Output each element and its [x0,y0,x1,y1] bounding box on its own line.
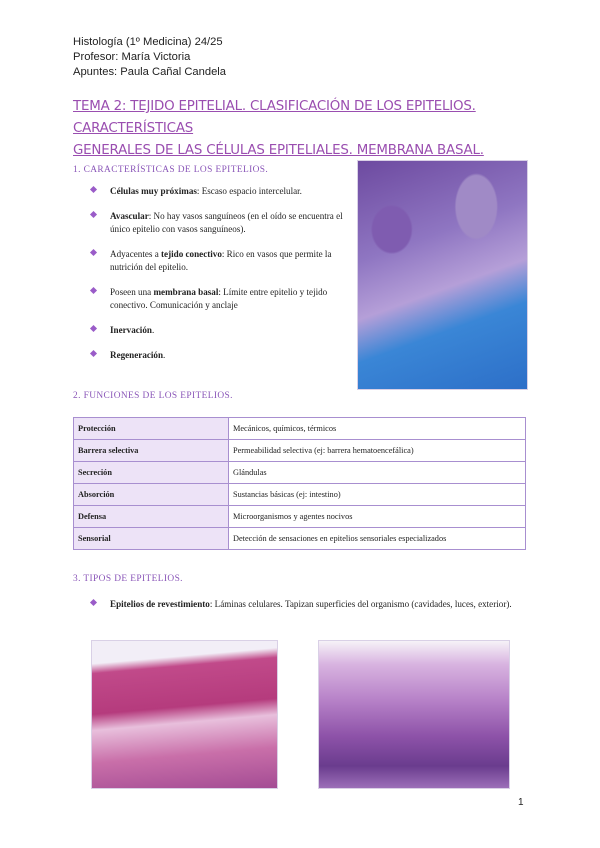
function-name-cell: Protección [74,418,229,440]
diamond-bullet-icon [90,599,97,606]
section-heading-functions: 2. FUNCIONES DE LOS EPITELIOS. [73,391,233,401]
list-item [90,286,348,312]
table-row [74,440,526,462]
diamond-bullet-icon [90,211,97,218]
function-desc-cell: Microorganismos y agentes nocivos [229,506,526,528]
diamond-bullet-icon [90,325,97,332]
item-term: Avascular [110,211,149,221]
diamond-bullet-icon [90,186,97,193]
function-name-cell: Barrera selectiva [74,440,229,462]
item-text: : Escaso espacio intercelular. [196,186,302,196]
item-text: . [163,350,166,360]
table-row [74,418,526,440]
epithelium-micrograph-image [357,160,528,390]
function-name-cell: Absorción [74,484,229,506]
professor-line: Profesor: María Victoria [73,51,191,63]
page-title [73,96,493,162]
stratified-epithelium-micrograph-image [318,640,510,789]
types-list [90,598,525,623]
item-text: : Rico en vasos que permite la nutrición del epitelio. [110,249,332,272]
item-prefix: Poseen una [110,287,154,297]
item-term: Regeneración [110,350,164,360]
course-line: Histología (1º Medicina) 24/25 [73,36,223,48]
function-desc-cell: Detección de sensaciones en epitelios sensoriales especializados [229,528,526,550]
function-desc-cell: Mecánicos, químicos, térmicos [229,418,526,440]
item-prefix: Adyacentes a [110,249,162,259]
item-text: : Láminas celulares. Tapizan superficies del organismo (cavidades, luces, exterior). [209,599,512,609]
functions-table [73,417,526,550]
item-term: membrana basal [153,287,219,297]
diamond-bullet-icon [90,249,97,256]
function-desc-cell: Glándulas [229,462,526,484]
table-row [74,528,526,550]
title-line-2: GENERALES DE LAS CÉLULAS EPITELIALES. MEMBRANA BASAL. [73,143,484,158]
function-name-cell: Secreción [74,462,229,484]
diamond-bullet-icon [90,350,97,357]
table-row [74,506,526,528]
title-line-1: TEMA 2: TEJIDO EPITELIAL. CLASIFICACIÓN DE LOS EPITELIOS. CARACTERÍSTICAS [73,99,476,136]
table-row [74,484,526,506]
function-name-cell: Sensorial [74,528,229,550]
list-item [90,185,348,198]
characteristics-list [90,185,348,374]
item-term: tejido conectivo [161,249,222,259]
list-item [90,210,348,236]
table-row [74,462,526,484]
item-text: : Límite entre epitelio y tejido conectivo. Comunicación y anclaje [110,287,328,310]
author-line: Apuntes: Paula Cañal Candela [73,66,227,78]
item-text: . [151,325,155,335]
function-desc-cell: Permeabilidad selectiva (ej: barrera hematoencefálica) [229,440,526,462]
item-text: : No hay vasos sanguíneos (en el oído se encuentra el único epitelio con vasos sanguíneos). [110,211,343,234]
function-desc-cell: Sustancias básicas (ej: intestino) [229,484,526,506]
section-heading-types: 3. TIPOS DE EPITELIOS. [73,574,183,584]
diamond-bullet-icon [90,287,97,294]
item-term: Inervación [110,325,152,335]
list-item [90,248,348,274]
item-term: Epitelios de revestimiento [110,599,210,609]
function-name-cell: Defensa [74,506,229,528]
section-heading-characteristics: 1. CARACTERÍSTICAS DE LOS EPITELIOS. [73,165,269,175]
page-number: 1 [518,797,524,808]
list-item [90,598,525,611]
columnar-epithelium-micrograph-image [91,640,278,789]
document-header [73,35,226,80]
list-item [90,349,348,362]
item-term: Células muy próximas [110,186,197,196]
list-item [90,324,348,337]
